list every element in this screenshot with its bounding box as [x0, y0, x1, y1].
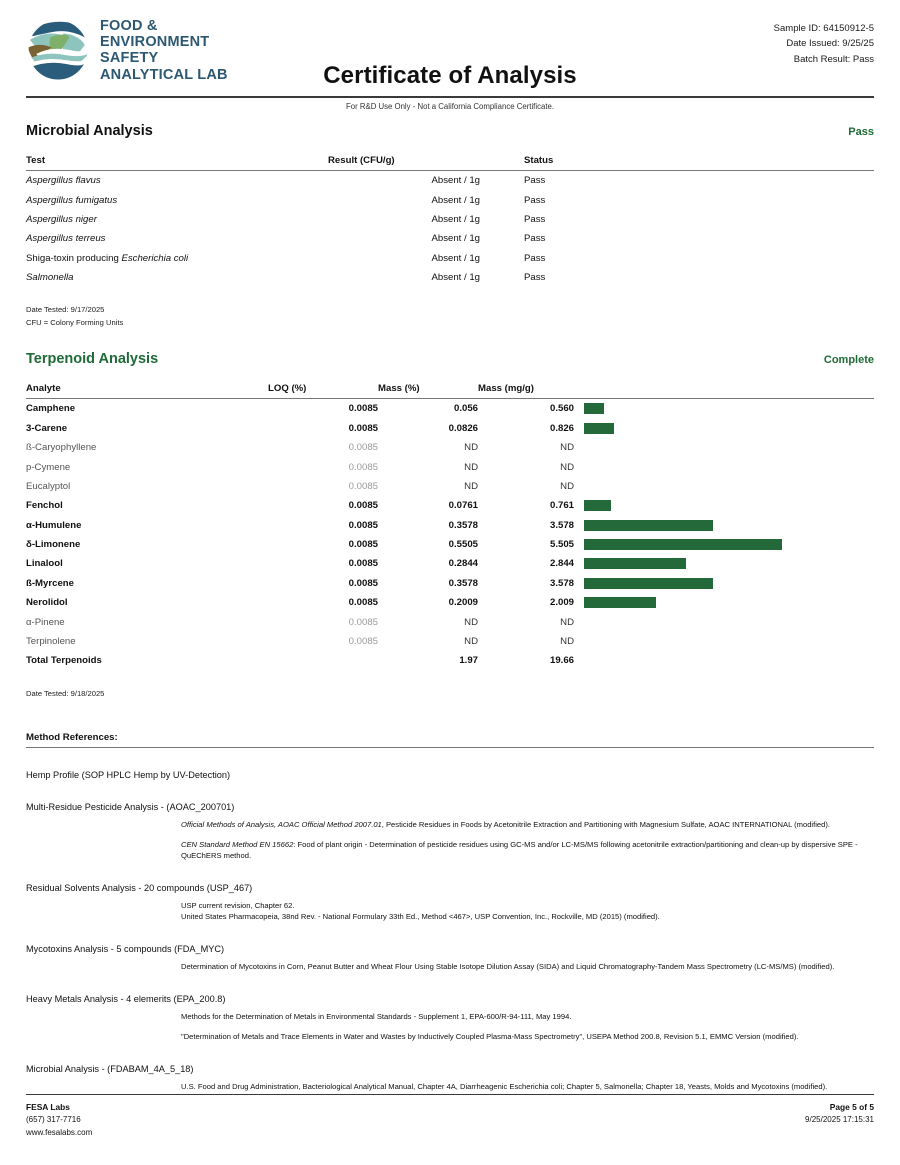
- microbial-date-tested: Date Tested: 9/17/2025: [26, 305, 105, 315]
- cell-mass-percent: ND: [464, 480, 478, 492]
- cell-spacer: [658, 171, 874, 191]
- method-paragraph: USP current revision, Chapter 62.: [181, 900, 295, 910]
- method-citation: CEN Standard Method EN 15662: [181, 839, 294, 849]
- col-loq: LOQ (%): [268, 383, 378, 399]
- method-references-heading: Method References:: [26, 732, 874, 748]
- value-bar: [584, 500, 611, 511]
- cell-mass-percent: ND: [464, 442, 478, 454]
- cell-bar: [578, 516, 874, 535]
- method-title: Heavy Metals Analysis - 4 elemerits (EPA_200.8): [26, 993, 226, 1004]
- cell-loq: 0.0085: [348, 539, 378, 551]
- value-bar: [584, 520, 713, 531]
- method-body: [181, 819, 874, 861]
- cell-analyte: 3-Carene: [26, 422, 68, 434]
- method-title: Mycotoxins Analysis - 5 compounds (FDA_MYC): [26, 943, 225, 954]
- method-block: [26, 802, 874, 861]
- cell-analyte: α-Pinene: [26, 616, 65, 628]
- footer-lab-info: [26, 1101, 92, 1139]
- cell-spacer: [658, 190, 874, 209]
- cell-mass-percent: 0.2009: [448, 597, 478, 609]
- cell-test: [26, 190, 328, 209]
- cell-analyte: Linalool: [26, 558, 63, 570]
- cell-loq: 0.0085: [348, 480, 378, 492]
- cell-analyte: Terpinolene: [26, 635, 76, 647]
- cell-loq: 0.0085: [348, 597, 378, 609]
- cell-analyte: δ-Limonene: [26, 539, 81, 551]
- cell-mass-percent: ND: [464, 635, 478, 647]
- cell-bar: [578, 574, 874, 593]
- cell-status: Pass: [524, 213, 546, 225]
- table-row-total: [26, 651, 874, 670]
- cell-mass-percent: 0.056: [453, 403, 478, 415]
- cell-mass-mgg: 5.505: [549, 539, 574, 551]
- method-title: Hemp Profile (SOP HPLC Hemp by UV-Detection): [26, 769, 231, 780]
- cell-result: Absent / 1g: [431, 194, 480, 206]
- cell-loq: 0.0085: [348, 616, 378, 628]
- cell-total-mass-mgg: 19.66: [549, 655, 574, 667]
- cell-total-mass-percent: 1.97: [459, 655, 478, 667]
- organism-name: Aspergillus fumigatus: [26, 194, 118, 206]
- logo-wordmark: [100, 18, 228, 83]
- cell-result: Absent / 1g: [431, 252, 480, 264]
- method-block: [26, 994, 874, 1042]
- logo-line-4: ANALYTICAL LAB: [100, 66, 228, 83]
- cell-total-loq: [268, 651, 378, 670]
- col-spacer: [658, 155, 874, 171]
- cell-loq: 0.0085: [348, 403, 378, 415]
- table-row: [26, 399, 874, 419]
- cell-mass-mgg: ND: [560, 461, 574, 473]
- method-references-list: [26, 770, 874, 1092]
- cell-test: [26, 229, 328, 248]
- terpenoid-table: [26, 383, 874, 670]
- cell-bar: [578, 399, 874, 419]
- cell-spacer: [658, 268, 874, 287]
- cell-mass-percent: 0.2844: [448, 558, 478, 570]
- cell-mass-percent: ND: [464, 616, 478, 628]
- cell-analyte: ß-Caryophyllene: [26, 442, 97, 454]
- method-title: Multi-Residue Pesticide Analysis - (AOAC_200701): [26, 801, 235, 812]
- cell-loq: 0.0085: [348, 461, 378, 473]
- method-title: Microbial Analysis - (FDABAM_4A_5_18): [26, 1063, 194, 1074]
- leaf-circle-logo-icon: [26, 18, 90, 82]
- cell-test: Shiga-toxin producing Escherichia coli: [26, 252, 189, 264]
- lab-logo: [26, 18, 228, 83]
- table-row: [26, 477, 874, 496]
- table-row: [26, 516, 874, 535]
- cell-mass-mgg: ND: [560, 616, 574, 628]
- method-body: [181, 1081, 874, 1092]
- organism-name: Aspergillus flavus: [26, 175, 101, 187]
- table-row: [26, 457, 874, 476]
- col-result: Result (CFU/g): [328, 155, 498, 171]
- method-paragraph: "Determination of Metals and Trace Elements in Water and Wastes by Inductively Coupled Plasma-Mass Spectrometry", USEPA Method 200.8, Revision 5.1, EMMC Version (modified).: [181, 1031, 799, 1041]
- value-bar: [584, 578, 713, 589]
- organism-name: Aspergillus terreus: [26, 233, 106, 245]
- cell-status: Pass: [524, 194, 546, 206]
- cell-bar: [578, 612, 874, 631]
- cell-mass-mgg: 3.578: [549, 577, 574, 589]
- method-paragraph: CEN Standard Method EN 15662: Food of plant origin - Determination of pesticide residues using GC-MS and/or LC-MS/MS following acetonitrile extraction/partitioning and clean-up by dispersive SPE - QuEChERS method.: [181, 839, 858, 860]
- cell-mass-mgg: 2.009: [549, 597, 574, 609]
- cell-analyte: α-Humulene: [26, 519, 82, 531]
- microbial-section-header: [26, 123, 874, 139]
- logo-line-3: SAFETY: [100, 50, 159, 67]
- cell-result: Absent / 1g: [431, 233, 480, 245]
- cell-result: Absent / 1g: [431, 272, 480, 284]
- table-row: [26, 535, 874, 554]
- cell-mass-percent: 0.0826: [448, 422, 478, 434]
- cell-total-bar: [578, 651, 874, 670]
- method-body: [181, 1011, 874, 1042]
- organism-name: Escherichia coli: [121, 252, 189, 264]
- terpenoid-status-badge: Complete: [823, 354, 874, 367]
- table-row: [26, 419, 874, 438]
- cell-test: [26, 210, 328, 229]
- sample-id: Sample ID: 64150912-5: [773, 23, 874, 34]
- cell-loq: 0.0085: [348, 422, 378, 434]
- cell-status: Pass: [524, 272, 546, 284]
- table-row: [26, 210, 874, 229]
- cell-mass-mgg: 0.560: [549, 403, 574, 415]
- cell-mass-mgg: ND: [560, 442, 574, 454]
- table-row: [26, 249, 874, 268]
- cell-bar: [578, 457, 874, 476]
- table-row: [26, 171, 874, 191]
- method-paragraph: U.S. Food and Drug Administration, Bacteriological Analytical Manual, Chapter 4A, Diarrheagenic Escherichia coli; Chapter 5, Salmonella; Chapter 18, Yeasts, Molds and Mycotoxins (modified).: [181, 1081, 828, 1091]
- cell-result: Absent / 1g: [431, 213, 480, 225]
- cell-bar: [578, 419, 874, 438]
- cell-mass-mgg: 0.826: [549, 422, 574, 434]
- cell-mass-mgg: ND: [560, 635, 574, 647]
- table-row: [26, 574, 874, 593]
- table-row: [26, 632, 874, 651]
- cell-bar: [578, 554, 874, 573]
- cell-analyte: Fenchol: [26, 500, 63, 512]
- date-issued: Date Issued: 9/25/25: [786, 38, 874, 50]
- cell-spacer: [658, 249, 874, 268]
- cell-mass-mgg: 0.761: [549, 500, 574, 512]
- cell-mass-mgg: 3.578: [549, 519, 574, 531]
- method-block: [26, 883, 874, 922]
- method-body: [181, 900, 874, 922]
- method-title: Residual Solvents Analysis - 20 compounds (USP_467): [26, 882, 253, 893]
- value-bar: [584, 558, 686, 569]
- cell-analyte: Nerolidol: [26, 597, 68, 609]
- table-row: [26, 229, 874, 248]
- microbial-table-body: [26, 171, 874, 288]
- cell-loq: 0.0085: [348, 442, 378, 454]
- cell-mass-percent: 0.3578: [448, 577, 478, 589]
- table-row: [26, 593, 874, 612]
- footer-timestamp: 9/25/2025 17:15:31: [805, 1115, 874, 1125]
- table-row: [26, 438, 874, 457]
- cell-analyte: ß-Myrcene: [26, 577, 74, 589]
- method-paragraph: United States Pharmacopeia, 38nd Rev. - National Formulary 33th Ed., Method <467>, USP Convention, Inc., Rockville, MD (2015) (modified).: [181, 911, 660, 921]
- col-bar-chart: [578, 383, 874, 399]
- logo-line-1: FOOD &: [100, 18, 158, 34]
- terpenoid-date-tested: Date Tested: 9/18/2025: [26, 688, 105, 698]
- organism-name: Aspergillus niger: [26, 213, 97, 225]
- table-row: [26, 612, 874, 631]
- organism-name: Salmonella: [26, 272, 74, 284]
- cell-mass-percent: 0.5505: [448, 539, 478, 551]
- value-bar: [584, 539, 782, 550]
- method-paragraph: Methods for the Determination of Metals in Environmental Standards - Supplement 1, EPA-600/R-94-111, May 1994.: [181, 1011, 572, 1021]
- table-row: [26, 554, 874, 573]
- cell-loq: 0.0085: [348, 558, 378, 570]
- cell-analyte: p-Cymene: [26, 461, 71, 473]
- method-block: [26, 1064, 874, 1092]
- page-title: Certificate of Analysis: [323, 62, 577, 89]
- cell-bar: [578, 535, 874, 554]
- sample-metadata: [774, 18, 874, 67]
- microbial-status-badge: Pass: [848, 126, 874, 138]
- cell-mass-percent: 0.0761: [448, 500, 478, 512]
- cell-mass-mgg: ND: [560, 480, 574, 492]
- document-footer: [26, 1094, 874, 1139]
- batch-result: Batch Result: Pass: [793, 53, 874, 65]
- cell-loq: 0.0085: [348, 635, 378, 647]
- cell-mass-percent: ND: [464, 461, 478, 473]
- cell-status: Pass: [524, 175, 546, 187]
- value-bar: [584, 597, 656, 608]
- terpenoid-title: Terpenoid Analysis: [26, 351, 159, 368]
- method-block: [26, 944, 874, 972]
- terpenoid-table-body: [26, 399, 874, 671]
- cell-test: [26, 268, 328, 287]
- terpenoid-section-header: [26, 351, 874, 367]
- cell-bar: [578, 593, 874, 612]
- footer-phone: (657) 317-7716: [26, 1115, 81, 1125]
- cell-loq: 0.0085: [348, 519, 378, 531]
- cell-bar: [578, 477, 874, 496]
- value-bar: [584, 403, 604, 414]
- table-row: [26, 190, 874, 209]
- cell-loq: 0.0085: [348, 500, 378, 512]
- table-header-row: [26, 155, 874, 171]
- compliance-disclaimer: For R&D Use Only - Not a California Compliance Certificate.: [346, 102, 554, 111]
- cell-spacer: [658, 210, 874, 229]
- cell-analyte: Eucalyptol: [26, 480, 71, 492]
- method-paragraph: Determination of Mycotoxins in Corn, Peanut Butter and Wheat Flour Using Stable Isotope Dilution Assay (SIDA) and Liquid Chromatography-Tandem Mass Spectrometry (LC-MS/MS) (modified).: [181, 961, 835, 971]
- col-test: Test: [26, 155, 328, 171]
- footer-page-number: Page 5 of 5: [829, 1102, 874, 1113]
- col-status: Status: [498, 155, 658, 171]
- cell-total-label: Total Terpenoids: [26, 655, 102, 667]
- cell-status: Pass: [524, 252, 546, 264]
- footer-lab-name: FESA Labs: [26, 1102, 70, 1113]
- method-body: [181, 961, 874, 972]
- method-citation: Official Methods of Analysis, AOAC Official Method 2007.01: [181, 819, 382, 829]
- footer-website[interactable]: www.fesalabs.com: [26, 1127, 93, 1137]
- cell-bar: [578, 438, 874, 457]
- cfu-footnote: CFU = Colony Forming Units: [26, 318, 124, 328]
- method-paragraph: Official Methods of Analysis, AOAC Official Method 2007.01, Pesticide Residues in Foods by Acetonitrile Extraction and Partitioning with Magnesium Sulfate, AOAC INTERNATIONAL (modified).: [181, 819, 830, 829]
- cell-loq: 0.0085: [348, 577, 378, 589]
- cell-mass-percent: 0.3578: [448, 519, 478, 531]
- cell-mass-mgg: 2.844: [549, 558, 574, 570]
- value-bar: [584, 423, 614, 434]
- method-block: [26, 770, 874, 780]
- document-header: [26, 0, 874, 92]
- col-mass-mgg: Mass (mg/g): [478, 383, 578, 399]
- cell-spacer: [658, 229, 874, 248]
- table-row: [26, 496, 874, 515]
- microbial-title: Microbial Analysis: [26, 123, 153, 139]
- table-row: [26, 268, 874, 287]
- microbial-table: [26, 155, 874, 287]
- table-header-row: [26, 383, 874, 399]
- cell-result: Absent / 1g: [431, 175, 480, 187]
- cell-status: Pass: [524, 233, 546, 245]
- cell-analyte: Camphene: [26, 403, 76, 415]
- footer-page-info: [805, 1101, 874, 1139]
- logo-line-2: ENVIRONMENT: [100, 34, 210, 51]
- cell-bar: [578, 496, 874, 515]
- col-analyte: Analyte: [26, 383, 268, 399]
- cell-test: [26, 171, 328, 191]
- cell-bar: [578, 632, 874, 651]
- col-mass-percent: Mass (%): [378, 383, 478, 399]
